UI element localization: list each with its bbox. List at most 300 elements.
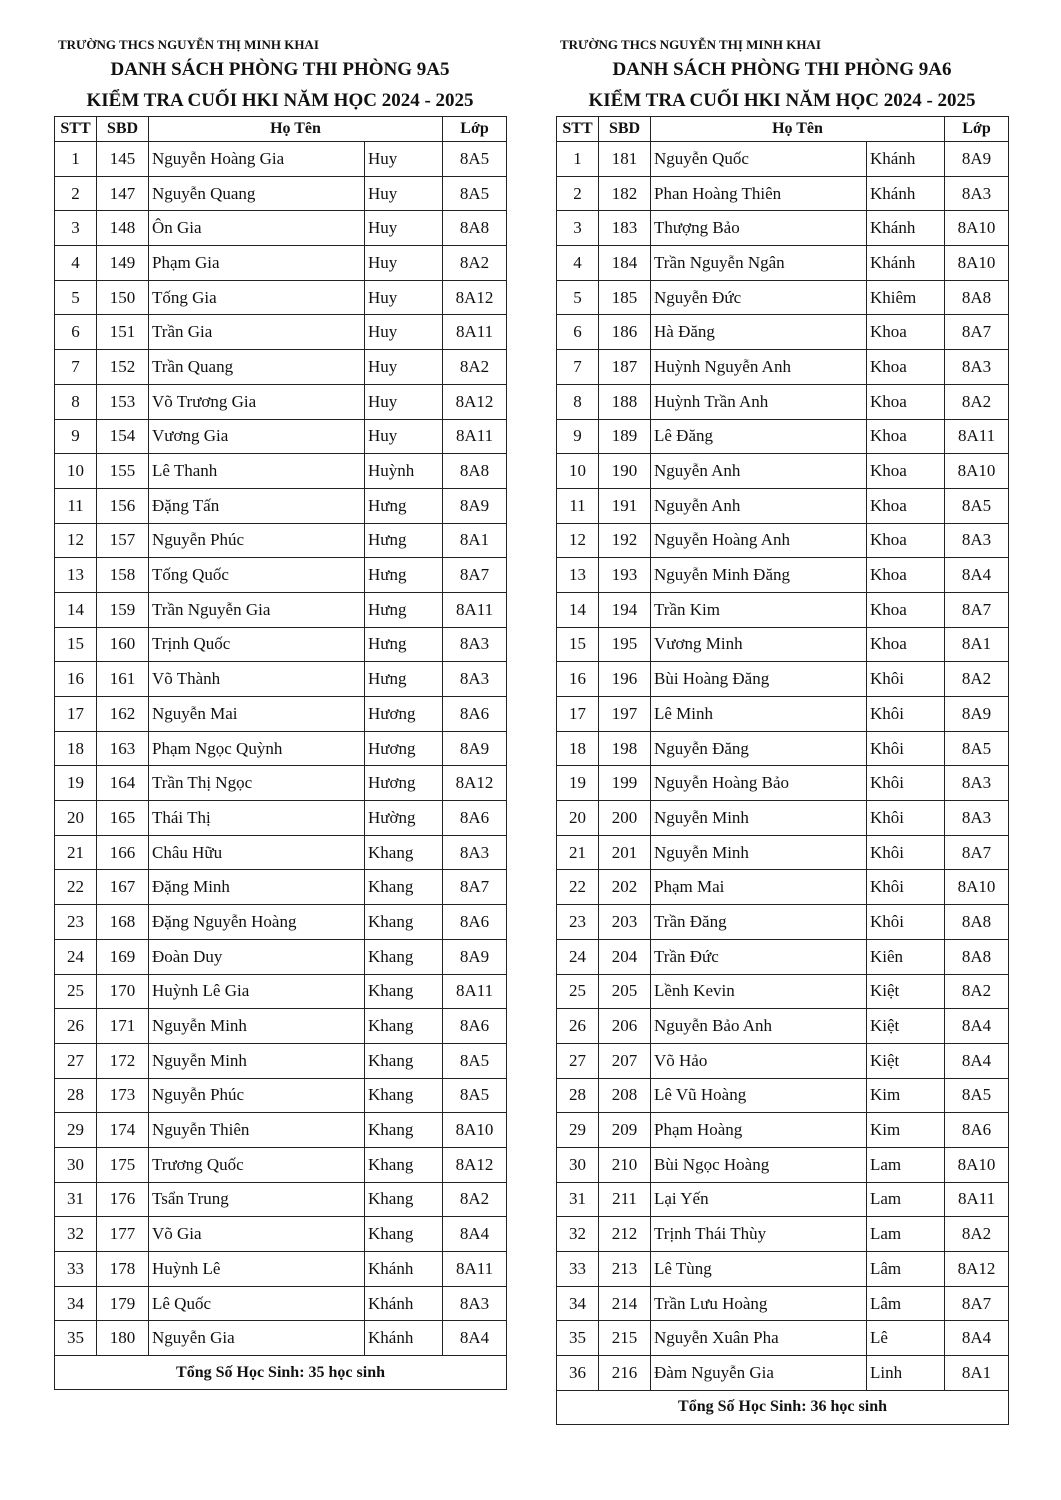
cell-first-name: Hưng — [365, 662, 443, 697]
cell-first-name: Khang — [365, 870, 443, 905]
cell-stt: 14 — [55, 592, 97, 627]
cell-sbd: 181 — [599, 142, 651, 177]
table-row — [55, 488, 507, 523]
cell-last-middle-name: Trịnh Thái Thùy — [651, 1217, 867, 1252]
cell-stt: 7 — [55, 350, 97, 385]
cell-class: 8A4 — [945, 1043, 1009, 1078]
cell-first-name: Khang — [365, 1043, 443, 1078]
cell-class: 8A2 — [443, 350, 507, 385]
table-row — [557, 1147, 1009, 1182]
list-title: DANH SÁCH PHÒNG THI PHÒNG 9A5 — [110, 59, 450, 80]
table-row — [55, 766, 507, 801]
table-row — [55, 1182, 507, 1217]
cell-first-name: Khoa — [867, 350, 945, 385]
cell-stt: 12 — [557, 523, 599, 558]
cell-last-middle-name: Nguyễn Anh — [651, 454, 867, 489]
cell-class: 8A3 — [945, 176, 1009, 211]
cell-stt: 27 — [557, 1043, 599, 1078]
cell-first-name: Khánh — [365, 1252, 443, 1287]
cell-first-name: Huy — [365, 176, 443, 211]
cell-first-name: Khôi — [867, 731, 945, 766]
cell-first-name: Hưng — [365, 627, 443, 662]
cell-class: 8A7 — [443, 558, 507, 593]
cell-sbd: 187 — [599, 350, 651, 385]
table-row — [55, 176, 507, 211]
cell-sbd: 215 — [599, 1321, 651, 1356]
cell-sbd: 177 — [97, 1217, 149, 1252]
cell-sbd: 193 — [599, 558, 651, 593]
cell-last-middle-name: Võ Thành — [149, 662, 365, 697]
cell-stt: 20 — [557, 801, 599, 836]
table-row — [557, 1217, 1009, 1252]
cell-last-middle-name: Võ Hảo — [651, 1043, 867, 1078]
cell-last-middle-name: Nguyễn Hoàng Anh — [651, 523, 867, 558]
cell-sbd: 152 — [97, 350, 149, 385]
cell-stt: 1 — [557, 142, 599, 177]
cell-sbd: 157 — [97, 523, 149, 558]
cell-class: 8A10 — [945, 246, 1009, 281]
cell-sbd: 200 — [599, 801, 651, 836]
cell-first-name: Khang — [365, 974, 443, 1009]
cell-class: 8A11 — [443, 974, 507, 1009]
cell-sbd: 209 — [599, 1113, 651, 1148]
cell-first-name: Khoa — [867, 454, 945, 489]
cell-stt: 8 — [55, 384, 97, 419]
cell-stt: 33 — [55, 1252, 97, 1287]
table-row — [55, 939, 507, 974]
room-list-9a5 — [54, 36, 506, 1390]
cell-stt: 36 — [557, 1356, 599, 1391]
cell-first-name: Khang — [365, 1113, 443, 1148]
cell-stt: 27 — [55, 1043, 97, 1078]
table-row — [55, 662, 507, 697]
cell-first-name: Hưng — [365, 558, 443, 593]
cell-sbd: 175 — [97, 1147, 149, 1182]
cell-stt: 8 — [557, 384, 599, 419]
cell-class: 8A6 — [443, 801, 507, 836]
cell-sbd: 149 — [97, 246, 149, 281]
cell-sbd: 150 — [97, 280, 149, 315]
cell-stt: 28 — [557, 1078, 599, 1113]
table-row — [55, 697, 507, 732]
table-row — [55, 974, 507, 1009]
cell-sbd: 194 — [599, 592, 651, 627]
cell-last-middle-name: Huỳnh Lê — [149, 1252, 365, 1287]
cell-stt: 31 — [55, 1182, 97, 1217]
cell-last-middle-name: Trần Nguyễn Ngân — [651, 246, 867, 281]
cell-stt: 26 — [557, 1009, 599, 1044]
cell-class: 8A9 — [945, 697, 1009, 732]
cell-class: 8A7 — [945, 315, 1009, 350]
cell-first-name: Khánh — [365, 1321, 443, 1356]
cell-stt: 1 — [55, 142, 97, 177]
table-row — [55, 523, 507, 558]
cell-stt: 21 — [557, 835, 599, 870]
cell-first-name: Khoa — [867, 627, 945, 662]
cell-first-name: Huy — [365, 350, 443, 385]
cell-stt: 24 — [55, 939, 97, 974]
cell-last-middle-name: Nguyễn Phúc — [149, 523, 365, 558]
cell-stt: 33 — [557, 1252, 599, 1287]
cell-stt: 23 — [55, 905, 97, 940]
cell-class: 8A4 — [443, 1321, 507, 1356]
cell-first-name: Lam — [867, 1217, 945, 1252]
cell-class: 8A12 — [443, 766, 507, 801]
cell-first-name: Huy — [365, 419, 443, 454]
cell-last-middle-name: Lê Minh — [651, 697, 867, 732]
cell-last-middle-name: Lê Quốc — [149, 1286, 365, 1321]
cell-sbd: 172 — [97, 1043, 149, 1078]
table-row — [55, 1286, 507, 1321]
cell-sbd: 176 — [97, 1182, 149, 1217]
cell-class: 8A3 — [443, 662, 507, 697]
total-students: Tổng Số Học Sinh: 36 học sinh — [557, 1390, 1009, 1424]
cell-stt: 4 — [55, 246, 97, 281]
cell-class: 8A1 — [945, 1356, 1009, 1391]
cell-class: 8A10 — [945, 211, 1009, 246]
cell-stt: 32 — [557, 1217, 599, 1252]
cell-sbd: 195 — [599, 627, 651, 662]
cell-class: 8A2 — [945, 662, 1009, 697]
cell-last-middle-name: Nguyễn Mai — [149, 697, 365, 732]
cell-class: 8A6 — [945, 1113, 1009, 1148]
cell-stt: 32 — [55, 1217, 97, 1252]
cell-sbd: 216 — [599, 1356, 651, 1391]
cell-sbd: 201 — [599, 835, 651, 870]
cell-stt: 4 — [557, 246, 599, 281]
cell-last-middle-name: Lê Vũ Hoàng — [651, 1078, 867, 1113]
cell-class: 8A1 — [443, 523, 507, 558]
cell-last-middle-name: Võ Trương Gia — [149, 384, 365, 419]
cell-class: 8A11 — [443, 315, 507, 350]
table-row — [55, 1113, 507, 1148]
cell-stt: 15 — [557, 627, 599, 662]
cell-last-middle-name: Huỳnh Lê Gia — [149, 974, 365, 1009]
cell-class: 8A2 — [443, 1182, 507, 1217]
cell-class: 8A8 — [443, 454, 507, 489]
cell-last-middle-name: Phạm Gia — [149, 246, 365, 281]
school-name: TRƯỜNG THCS NGUYỄN THỊ MINH KHAI — [58, 37, 319, 52]
cell-first-name: Khoa — [867, 592, 945, 627]
cell-last-middle-name: Trương Quốc — [149, 1147, 365, 1182]
table-row — [557, 558, 1009, 593]
cell-last-middle-name: Tống Quốc — [149, 558, 365, 593]
cell-last-middle-name: Nguyễn Hoàng Bảo — [651, 766, 867, 801]
cell-first-name: Khang — [365, 939, 443, 974]
cell-first-name: Huy — [365, 211, 443, 246]
table-row — [55, 350, 507, 385]
cell-stt: 5 — [55, 280, 97, 315]
cell-last-middle-name: Đặng Nguyễn Hoàng — [149, 905, 365, 940]
cell-first-name: Khoa — [867, 558, 945, 593]
cell-first-name: Khang — [365, 1147, 443, 1182]
cell-last-middle-name: Lê Tùng — [651, 1252, 867, 1287]
cell-last-middle-name: Thái Thị — [149, 801, 365, 836]
header-name: Họ Tên — [651, 117, 945, 142]
cell-class: 8A9 — [443, 731, 507, 766]
cell-last-middle-name: Nguyễn Quốc — [651, 142, 867, 177]
table-row — [557, 419, 1009, 454]
cell-stt: 29 — [55, 1113, 97, 1148]
cell-last-middle-name: Lềnh Kevin — [651, 974, 867, 1009]
cell-class: 8A3 — [945, 350, 1009, 385]
table-row — [557, 1286, 1009, 1321]
table-row — [557, 835, 1009, 870]
cell-first-name: Lê — [867, 1321, 945, 1356]
cell-stt: 30 — [557, 1147, 599, 1182]
cell-class: 8A10 — [945, 870, 1009, 905]
cell-sbd: 166 — [97, 835, 149, 870]
cell-last-middle-name: Bùi Hoàng Đăng — [651, 662, 867, 697]
table-row — [55, 558, 507, 593]
cell-last-middle-name: Phạm Ngọc Quỳnh — [149, 731, 365, 766]
table-row — [557, 939, 1009, 974]
cell-first-name: Khôi — [867, 801, 945, 836]
cell-class: 8A11 — [443, 419, 507, 454]
table-row — [55, 1078, 507, 1113]
cell-class: 8A7 — [945, 592, 1009, 627]
cell-class: 8A5 — [945, 488, 1009, 523]
table-row — [557, 905, 1009, 940]
cell-class: 8A8 — [945, 905, 1009, 940]
cell-sbd: 189 — [599, 419, 651, 454]
cell-stt: 10 — [55, 454, 97, 489]
cell-sbd: 182 — [599, 176, 651, 211]
cell-last-middle-name: Trần Lưu Hoàng — [651, 1286, 867, 1321]
cell-last-middle-name: Nguyễn Bảo Anh — [651, 1009, 867, 1044]
table-row — [557, 974, 1009, 1009]
cell-first-name: Khánh — [867, 211, 945, 246]
cell-first-name: Lâm — [867, 1286, 945, 1321]
cell-first-name: Khoa — [867, 488, 945, 523]
cell-class: 8A3 — [443, 1286, 507, 1321]
cell-stt: 20 — [55, 801, 97, 836]
cell-first-name: Khánh — [867, 176, 945, 211]
table-row — [557, 142, 1009, 177]
cell-sbd: 168 — [97, 905, 149, 940]
cell-first-name: Lâm — [867, 1252, 945, 1287]
cell-class: 8A6 — [443, 905, 507, 940]
cell-stt: 7 — [557, 350, 599, 385]
cell-stt: 18 — [55, 731, 97, 766]
table-row — [557, 1009, 1009, 1044]
table-row — [55, 627, 507, 662]
cell-class: 8A5 — [945, 1078, 1009, 1113]
cell-first-name: Lam — [867, 1182, 945, 1217]
cell-last-middle-name: Huỳnh Nguyễn Anh — [651, 350, 867, 385]
cell-sbd: 202 — [599, 870, 651, 905]
cell-sbd: 147 — [97, 176, 149, 211]
cell-first-name: Linh — [867, 1356, 945, 1391]
cell-sbd: 162 — [97, 697, 149, 732]
cell-class: 8A7 — [443, 870, 507, 905]
cell-last-middle-name: Vương Minh — [651, 627, 867, 662]
cell-sbd: 159 — [97, 592, 149, 627]
cell-sbd: 198 — [599, 731, 651, 766]
table-row — [55, 1147, 507, 1182]
cell-first-name: Huy — [365, 246, 443, 281]
cell-first-name: Kiệt — [867, 974, 945, 1009]
table-row — [55, 1217, 507, 1252]
cell-sbd: 196 — [599, 662, 651, 697]
table-row — [55, 905, 507, 940]
cell-first-name: Khôi — [867, 766, 945, 801]
cell-sbd: 188 — [599, 384, 651, 419]
cell-class: 8A4 — [945, 558, 1009, 593]
table-row — [55, 142, 507, 177]
cell-stt: 2 — [557, 176, 599, 211]
table-row — [557, 801, 1009, 836]
table-row — [55, 1252, 507, 1287]
cell-sbd: 214 — [599, 1286, 651, 1321]
cell-last-middle-name: Nguyễn Đức — [651, 280, 867, 315]
cell-sbd: 169 — [97, 939, 149, 974]
table-row — [55, 384, 507, 419]
cell-last-middle-name: Võ Gia — [149, 1217, 365, 1252]
cell-last-middle-name: Phạm Hoàng — [651, 1113, 867, 1148]
cell-first-name: Kim — [867, 1113, 945, 1148]
cell-first-name: Kiệt — [867, 1043, 945, 1078]
cell-stt: 34 — [55, 1286, 97, 1321]
table-header-row — [557, 117, 1009, 142]
cell-stt: 34 — [557, 1286, 599, 1321]
cell-stt: 28 — [55, 1078, 97, 1113]
cell-last-middle-name: Tsẩn Trung — [149, 1182, 365, 1217]
cell-stt: 9 — [557, 419, 599, 454]
cell-stt: 6 — [55, 315, 97, 350]
cell-first-name: Hưng — [365, 488, 443, 523]
cell-stt: 14 — [557, 592, 599, 627]
cell-class: 8A11 — [443, 592, 507, 627]
cell-first-name: Hưng — [365, 523, 443, 558]
cell-first-name: Khang — [365, 1182, 443, 1217]
table-row — [557, 731, 1009, 766]
cell-class: 8A3 — [443, 835, 507, 870]
cell-sbd: 205 — [599, 974, 651, 1009]
cell-class: 8A2 — [945, 1217, 1009, 1252]
cell-last-middle-name: Trần Đức — [651, 939, 867, 974]
cell-last-middle-name: Nguyễn Minh Đăng — [651, 558, 867, 593]
cell-sbd: 213 — [599, 1252, 651, 1287]
cell-last-middle-name: Trịnh Quốc — [149, 627, 365, 662]
cell-first-name: Khiêm — [867, 280, 945, 315]
cell-last-middle-name: Đặng Minh — [149, 870, 365, 905]
table-header-row — [55, 117, 507, 142]
cell-last-middle-name: Phan Hoàng Thiên — [651, 176, 867, 211]
cell-last-middle-name: Đặng Tấn — [149, 488, 365, 523]
cell-first-name: Khánh — [867, 142, 945, 177]
cell-last-middle-name: Huỳnh Trần Anh — [651, 384, 867, 419]
cell-sbd: 179 — [97, 1286, 149, 1321]
cell-last-middle-name: Trần Thị Ngọc — [149, 766, 365, 801]
cell-class: 8A4 — [945, 1321, 1009, 1356]
cell-first-name: Khang — [365, 1009, 443, 1044]
table-row — [55, 211, 507, 246]
cell-class: 8A5 — [443, 142, 507, 177]
cell-sbd: 148 — [97, 211, 149, 246]
cell-class: 8A3 — [945, 801, 1009, 836]
cell-last-middle-name: Phạm Mai — [651, 870, 867, 905]
total-students: Tổng Số Học Sinh: 35 học sinh — [55, 1356, 507, 1390]
cell-sbd: 207 — [599, 1043, 651, 1078]
cell-stt: 17 — [55, 697, 97, 732]
cell-stt: 2 — [55, 176, 97, 211]
cell-stt: 3 — [557, 211, 599, 246]
cell-last-middle-name: Đàm Nguyễn Gia — [651, 1356, 867, 1391]
cell-first-name: Khoa — [867, 419, 945, 454]
header-class: Lớp — [443, 117, 507, 142]
cell-class: 8A11 — [945, 419, 1009, 454]
cell-sbd: 178 — [97, 1252, 149, 1287]
table-row — [557, 1078, 1009, 1113]
cell-sbd: 203 — [599, 905, 651, 940]
cell-stt: 9 — [55, 419, 97, 454]
cell-class: 8A3 — [945, 766, 1009, 801]
cell-first-name: Hương — [365, 697, 443, 732]
cell-stt: 26 — [55, 1009, 97, 1044]
table-row — [557, 1252, 1009, 1287]
cell-first-name: Khang — [365, 835, 443, 870]
cell-last-middle-name: Nguyễn Phúc — [149, 1078, 365, 1113]
cell-stt: 23 — [557, 905, 599, 940]
cell-last-middle-name: Nguyễn Đăng — [651, 731, 867, 766]
cell-class: 8A5 — [443, 1078, 507, 1113]
cell-class: 8A2 — [443, 246, 507, 281]
cell-last-middle-name: Trần Gia — [149, 315, 365, 350]
student-table — [54, 116, 507, 1390]
cell-first-name: Khoa — [867, 523, 945, 558]
cell-class: 8A1 — [945, 627, 1009, 662]
cell-last-middle-name: Châu Hữu — [149, 835, 365, 870]
cell-stt: 11 — [557, 488, 599, 523]
table-row — [557, 280, 1009, 315]
cell-sbd: 204 — [599, 939, 651, 974]
cell-first-name: Khang — [365, 1217, 443, 1252]
cell-sbd: 199 — [599, 766, 651, 801]
cell-sbd: 185 — [599, 280, 651, 315]
cell-class: 8A12 — [443, 384, 507, 419]
cell-class: 8A6 — [443, 1009, 507, 1044]
cell-class: 8A12 — [945, 1252, 1009, 1287]
list-subtitle: KIỂM TRA CUỐI HKI NĂM HỌC 2024 - 2025 — [588, 90, 976, 111]
cell-last-middle-name: Nguyễn Thiên — [149, 1113, 365, 1148]
table-row — [55, 1009, 507, 1044]
cell-sbd: 211 — [599, 1182, 651, 1217]
table-row — [557, 488, 1009, 523]
cell-sbd: 167 — [97, 870, 149, 905]
cell-stt: 22 — [557, 870, 599, 905]
cell-stt: 6 — [557, 315, 599, 350]
cell-sbd: 156 — [97, 488, 149, 523]
cell-last-middle-name: Thượng Bảo — [651, 211, 867, 246]
cell-last-middle-name: Trần Nguyễn Gia — [149, 592, 365, 627]
table-row — [557, 1043, 1009, 1078]
table-row — [55, 280, 507, 315]
cell-sbd: 191 — [599, 488, 651, 523]
header-name: Họ Tên — [149, 117, 443, 142]
cell-class: 8A4 — [443, 1217, 507, 1252]
cell-class: 8A11 — [443, 1252, 507, 1287]
cell-sbd: 210 — [599, 1147, 651, 1182]
table-row — [557, 627, 1009, 662]
table-row — [557, 1113, 1009, 1148]
cell-last-middle-name: Nguyễn Hoàng Gia — [149, 142, 365, 177]
table-row — [557, 766, 1009, 801]
table-row — [557, 1356, 1009, 1391]
table-row — [557, 246, 1009, 281]
cell-last-middle-name: Nguyễn Gia — [149, 1321, 365, 1356]
cell-class: 8A5 — [443, 176, 507, 211]
